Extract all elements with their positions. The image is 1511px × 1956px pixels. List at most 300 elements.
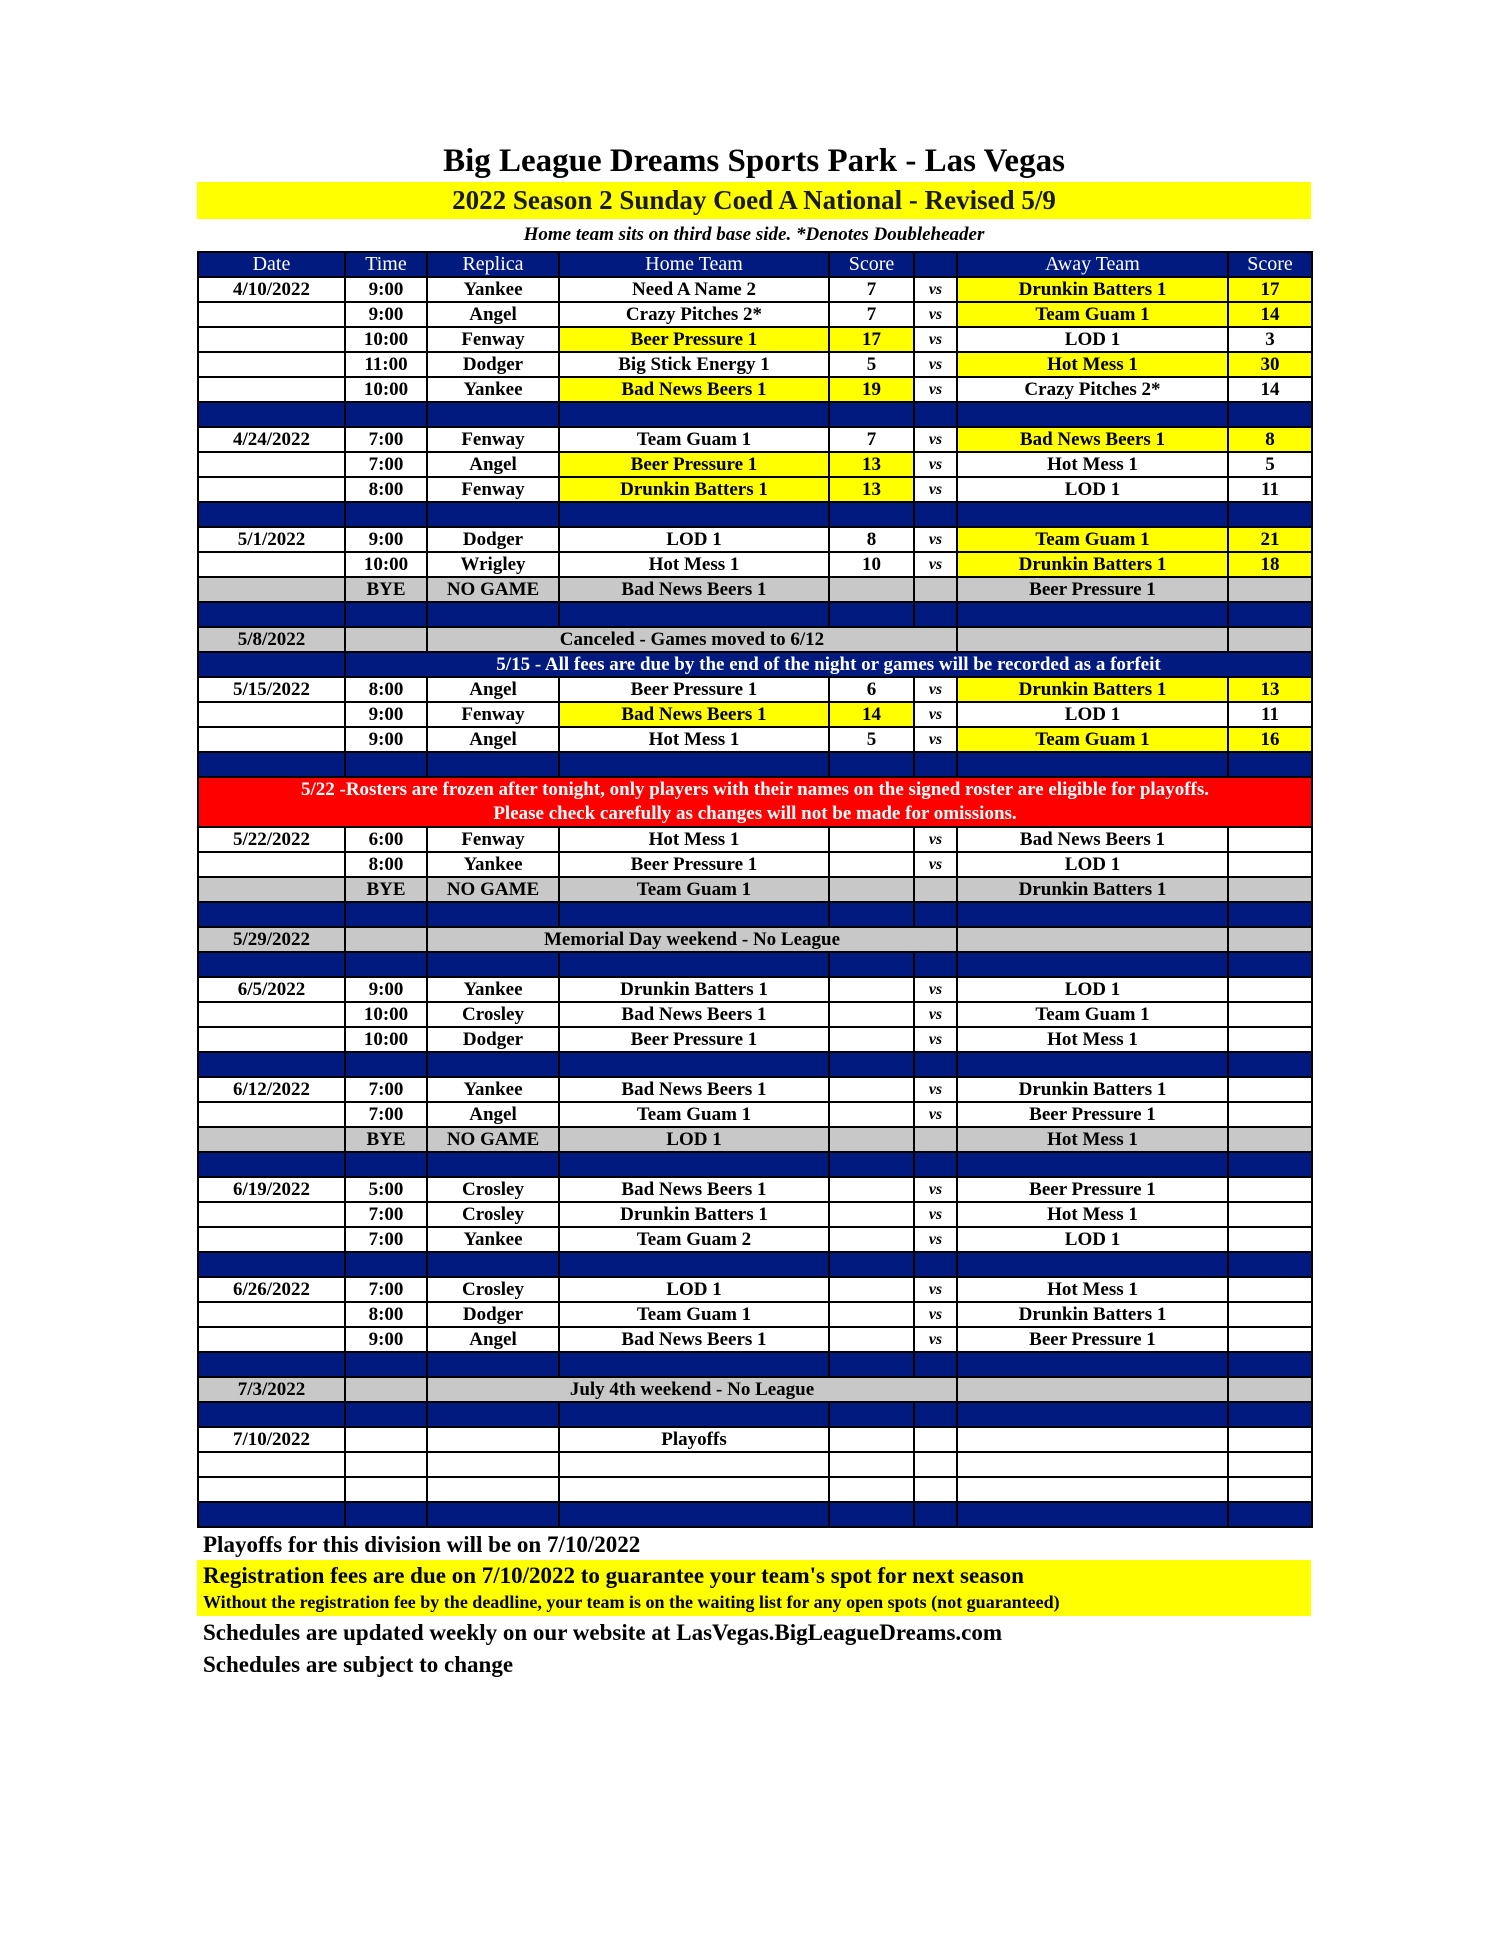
separator-cell [914, 1502, 957, 1527]
home-team-cell: Team Guam 2 [559, 1227, 829, 1252]
time-cell: BYE [345, 877, 427, 902]
home-score-cell: 6 [829, 677, 914, 702]
separator-cell [559, 502, 829, 527]
home-score-cell: 13 [829, 452, 914, 477]
date-cell: 5/15/2022 [198, 677, 345, 702]
date-cell: 5/1/2022 [198, 527, 345, 552]
separator-cell [198, 602, 345, 627]
home-team-cell: Crazy Pitches 2* [559, 302, 829, 327]
separator-cell [198, 502, 345, 527]
separator-cell [957, 402, 1228, 427]
date-cell [198, 352, 345, 377]
date-cell [198, 477, 345, 502]
home-team-cell: Team Guam 1 [559, 1102, 829, 1127]
replica-cell: Yankee [427, 1227, 559, 1252]
separator-cell [427, 1352, 559, 1377]
registration-note: Registration fees are due on 7/10/2022 to guarantee your team's spot for next season [203, 1563, 1024, 1588]
separator-cell [914, 602, 957, 627]
home-team-cell: Beer Pressure 1 [559, 677, 829, 702]
separator-row [198, 1402, 1312, 1427]
home-score-cell [829, 1202, 914, 1227]
separator-cell [829, 902, 914, 927]
separator-cell [914, 902, 957, 927]
time-cell: 7:00 [345, 1227, 427, 1252]
separator-cell [198, 952, 345, 977]
date-cell: 7/3/2022 [198, 1377, 345, 1402]
time-cell: BYE [345, 1127, 427, 1152]
home-score-cell [829, 1227, 914, 1252]
notice-row [198, 627, 1312, 652]
date-cell: 7/10/2022 [198, 1427, 345, 1452]
away-team-cell [957, 1452, 1228, 1477]
time-cell: 7:00 [345, 427, 427, 452]
separator-cell [829, 1502, 914, 1527]
game-row [198, 677, 1312, 702]
time-cell [345, 927, 427, 952]
away-score-cell: 13 [1228, 677, 1312, 702]
home-score-cell [829, 1427, 914, 1452]
time-cell: 8:00 [345, 677, 427, 702]
home-score-cell: 7 [829, 427, 914, 452]
replica-cell: Angel [427, 727, 559, 752]
date-cell [198, 1202, 345, 1227]
vs-cell: vs [914, 1002, 957, 1027]
fees-notice-row [198, 652, 1312, 677]
away-team-cell: LOD 1 [957, 977, 1228, 1002]
separator-cell [957, 902, 1228, 927]
away-team-cell: Drunkin Batters 1 [957, 277, 1228, 302]
away-team-cell: Team Guam 1 [957, 527, 1228, 552]
separator-cell [427, 402, 559, 427]
notice-text: Memorial Day weekend - No League [427, 927, 957, 952]
home-score-cell: 17 [829, 327, 914, 352]
date-cell: 5/22/2022 [198, 827, 345, 852]
separator-row [198, 1152, 1312, 1177]
date-cell [198, 852, 345, 877]
away-team-cell: LOD 1 [957, 1227, 1228, 1252]
home-score-cell [829, 1452, 914, 1477]
subject-to-change-note: Schedules are subject to change [203, 1652, 514, 1677]
away-score-cell: 18 [1228, 552, 1312, 577]
header-home-team-cell: Home Team [559, 252, 829, 277]
separator-cell [829, 1402, 914, 1427]
separator-cell [1228, 1502, 1312, 1527]
date-cell [198, 327, 345, 352]
home-team-cell: Team Guam 1 [559, 427, 829, 452]
separator-cell [345, 1502, 427, 1527]
vs-cell: vs [914, 977, 957, 1002]
home-score-cell [829, 1302, 914, 1327]
separator-cell [559, 1152, 829, 1177]
away-score-cell [1228, 1477, 1312, 1502]
date-cell [198, 452, 345, 477]
home-team-cell: Bad News Beers 1 [559, 1177, 829, 1202]
away-team-cell: Hot Mess 1 [957, 1277, 1228, 1302]
separator-cell [914, 952, 957, 977]
replica-cell [427, 1477, 559, 1502]
separator-cell [829, 1352, 914, 1377]
home-team-note: Home team sits on third base side. *Denotes Doubleheader [523, 224, 985, 245]
home-team-cell: Bad News Beers 1 [559, 1002, 829, 1027]
away-team-cell [957, 927, 1228, 952]
home-team-cell: Bad News Beers 1 [559, 1327, 829, 1352]
separator-cell [829, 502, 914, 527]
game-row [198, 702, 1312, 727]
vs-cell [914, 1477, 957, 1502]
game-row [198, 527, 1312, 552]
separator-cell [427, 502, 559, 527]
date-cell [198, 577, 345, 602]
away-team-cell: Crazy Pitches 2* [957, 377, 1228, 402]
home-score-cell: 5 [829, 352, 914, 377]
separator-row [198, 502, 1312, 527]
game-row [198, 452, 1312, 477]
vs-cell: vs [914, 827, 957, 852]
away-score-cell [1228, 927, 1312, 952]
away-team-cell: Drunkin Batters 1 [957, 877, 1228, 902]
separator-cell [1228, 1252, 1312, 1277]
away-score-cell: 14 [1228, 377, 1312, 402]
header-away-score-cell: Score [1228, 252, 1312, 277]
away-score-cell: 8 [1228, 427, 1312, 452]
away-score-cell [1228, 1102, 1312, 1127]
date-cell [198, 652, 345, 677]
separator-cell [559, 1402, 829, 1427]
time-cell [345, 1427, 427, 1452]
home-team-cell: Bad News Beers 1 [559, 702, 829, 727]
away-score-cell [1228, 1202, 1312, 1227]
away-team-cell: LOD 1 [957, 477, 1228, 502]
time-cell: 9:00 [345, 727, 427, 752]
home-score-cell [829, 577, 914, 602]
separator-cell [1228, 952, 1312, 977]
separator-cell [345, 502, 427, 527]
time-cell: 10:00 [345, 377, 427, 402]
date-cell [198, 877, 345, 902]
home-team-cell: Drunkin Batters 1 [559, 477, 829, 502]
game-row [198, 1077, 1312, 1102]
game-row [198, 1327, 1312, 1352]
separator-cell [345, 1152, 427, 1177]
separator-cell [345, 752, 427, 777]
home-score-cell [829, 827, 914, 852]
separator-cell [829, 752, 914, 777]
separator-row [198, 602, 1312, 627]
separator-cell [829, 1052, 914, 1077]
separator-cell [914, 402, 957, 427]
playoffs-note: Playoffs for this division will be on 7/10/2022 [203, 1532, 641, 1557]
time-cell: 9:00 [345, 527, 427, 552]
separator-cell [559, 1252, 829, 1277]
game-row [198, 327, 1312, 352]
separator-cell [427, 752, 559, 777]
waiting-list-note: Without the registration fee by the deadline, your team is on the waiting list for any open spots (not guaranteed) [203, 1592, 1060, 1612]
replica-cell: Yankee [427, 377, 559, 402]
away-team-cell: Drunkin Batters 1 [957, 1302, 1228, 1327]
home-score-cell: 7 [829, 277, 914, 302]
date-cell [198, 1027, 345, 1052]
time-cell: 10:00 [345, 1002, 427, 1027]
separator-cell [1228, 1152, 1312, 1177]
replica-cell: Crosley [427, 1277, 559, 1302]
roster-notice-line-1: 5/22 -Rosters are frozen after tonight, only players with their names on the signed roster are eligible for playoffs. [300, 779, 1210, 800]
separator-cell [427, 1052, 559, 1077]
away-score-cell [1228, 627, 1312, 652]
away-team-cell: Hot Mess 1 [957, 452, 1228, 477]
away-score-cell [1228, 977, 1312, 1002]
separator-cell [957, 602, 1228, 627]
separator-cell [914, 1152, 957, 1177]
date-cell: 4/24/2022 [198, 427, 345, 452]
game-row [198, 1202, 1312, 1227]
away-score-cell: 11 [1228, 477, 1312, 502]
date-cell: 5/29/2022 [198, 927, 345, 952]
replica-cell: Yankee [427, 977, 559, 1002]
separator-cell [829, 402, 914, 427]
date-cell: 6/12/2022 [198, 1077, 345, 1102]
game-row [198, 352, 1312, 377]
vs-cell [914, 877, 957, 902]
separator-cell [559, 1352, 829, 1377]
vs-cell: vs [914, 1227, 957, 1252]
home-team-cell: Bad News Beers 1 [559, 1077, 829, 1102]
time-cell: 11:00 [345, 352, 427, 377]
home-score-cell [829, 1177, 914, 1202]
separator-cell [957, 1052, 1228, 1077]
separator-cell [957, 1152, 1228, 1177]
vs-cell: vs [914, 1102, 957, 1127]
away-score-cell: 3 [1228, 327, 1312, 352]
away-team-cell: Bad News Beers 1 [957, 827, 1228, 852]
separator-cell [198, 902, 345, 927]
vs-cell [914, 1127, 957, 1152]
bye-row [198, 577, 1312, 602]
vs-cell: vs [914, 1027, 957, 1052]
home-score-cell: 14 [829, 702, 914, 727]
home-score-cell: 19 [829, 377, 914, 402]
website-note: Schedules are updated weekly on our website at LasVegas.BigLeagueDreams.com [203, 1620, 1003, 1645]
replica-cell [427, 1427, 559, 1452]
replica-cell: Crosley [427, 1177, 559, 1202]
game-row [198, 852, 1312, 877]
replica-cell: Fenway [427, 327, 559, 352]
separator-cell [957, 952, 1228, 977]
away-score-cell: 14 [1228, 302, 1312, 327]
home-team-cell: Hot Mess 1 [559, 727, 829, 752]
date-cell [198, 1452, 345, 1477]
home-score-cell [829, 877, 914, 902]
away-team-cell: Team Guam 1 [957, 302, 1228, 327]
time-cell: 7:00 [345, 1202, 427, 1227]
away-team-cell: Hot Mess 1 [957, 1202, 1228, 1227]
separator-cell [198, 1052, 345, 1077]
separator-cell [427, 902, 559, 927]
separator-row [198, 1052, 1312, 1077]
vs-cell: vs [914, 452, 957, 477]
separator-cell [1228, 502, 1312, 527]
date-cell [198, 1002, 345, 1027]
date-cell: 6/5/2022 [198, 977, 345, 1002]
home-team-cell: Beer Pressure 1 [559, 452, 829, 477]
time-cell: BYE [345, 577, 427, 602]
separator-cell [427, 1152, 559, 1177]
time-cell: 8:00 [345, 852, 427, 877]
game-row [198, 552, 1312, 577]
separator-cell [559, 902, 829, 927]
vs-cell: vs [914, 377, 957, 402]
bye-row [198, 1127, 1312, 1152]
game-row [198, 1002, 1312, 1027]
separator-cell [1228, 1052, 1312, 1077]
separator-cell [957, 752, 1228, 777]
away-score-cell [1228, 1427, 1312, 1452]
separator-cell [957, 1402, 1228, 1427]
separator-row [198, 902, 1312, 927]
replica-cell: Dodger [427, 1302, 559, 1327]
time-cell: 9:00 [345, 977, 427, 1002]
vs-cell: vs [914, 327, 957, 352]
time-cell: 5:00 [345, 1177, 427, 1202]
date-cell [198, 1127, 345, 1152]
home-score-cell [829, 1077, 914, 1102]
separator-cell [427, 952, 559, 977]
vs-cell: vs [914, 1302, 957, 1327]
separator-cell [427, 1502, 559, 1527]
away-score-cell: 11 [1228, 702, 1312, 727]
away-team-cell: Hot Mess 1 [957, 352, 1228, 377]
away-score-cell [1228, 1227, 1312, 1252]
away-score-cell [1228, 1452, 1312, 1477]
vs-cell: vs [914, 677, 957, 702]
replica-cell: Angel [427, 452, 559, 477]
away-score-cell [1228, 827, 1312, 852]
home-score-cell [829, 977, 914, 1002]
separator-cell [559, 1052, 829, 1077]
home-team-cell: Bad News Beers 1 [559, 577, 829, 602]
game-row [198, 977, 1312, 1002]
home-team-cell: Hot Mess 1 [559, 827, 829, 852]
replica-cell: Dodger [427, 352, 559, 377]
separator-cell [1228, 902, 1312, 927]
away-score-cell [1228, 1177, 1312, 1202]
bye-row [198, 877, 1312, 902]
time-cell [345, 1452, 427, 1477]
header-vs-cell [914, 252, 957, 277]
away-team-cell: Bad News Beers 1 [957, 427, 1228, 452]
schedule-page [197, 140, 1311, 1680]
separator-cell [427, 1402, 559, 1427]
separator-cell [914, 1402, 957, 1427]
away-team-cell: Beer Pressure 1 [957, 1327, 1228, 1352]
notice-text: Canceled - Games moved to 6/12 [427, 627, 957, 652]
vs-cell: vs [914, 1202, 957, 1227]
away-team-cell: Drunkin Batters 1 [957, 552, 1228, 577]
date-cell: 6/26/2022 [198, 1277, 345, 1302]
registration-box [197, 1560, 1311, 1616]
away-score-cell: 17 [1228, 277, 1312, 302]
home-team-cell: Big Stick Energy 1 [559, 352, 829, 377]
replica-cell: Dodger [427, 1027, 559, 1052]
separator-cell [198, 402, 345, 427]
home-team-cell: Team Guam 1 [559, 1302, 829, 1327]
separator-cell [345, 1402, 427, 1427]
away-team-cell: Beer Pressure 1 [957, 1102, 1228, 1127]
away-team-cell: LOD 1 [957, 852, 1228, 877]
date-cell [198, 727, 345, 752]
schedule-table [197, 251, 1313, 1528]
away-score-cell [1228, 1302, 1312, 1327]
away-score-cell [1228, 1277, 1312, 1302]
vs-cell: vs [914, 552, 957, 577]
away-team-cell [957, 627, 1228, 652]
replica-cell: Angel [427, 677, 559, 702]
replica-cell: Angel [427, 1102, 559, 1127]
home-team-cell [559, 1477, 829, 1502]
time-cell: 10:00 [345, 552, 427, 577]
separator-cell [1228, 1402, 1312, 1427]
game-row [198, 1302, 1312, 1327]
vs-cell: vs [914, 1327, 957, 1352]
separator-cell [345, 1252, 427, 1277]
time-cell: 8:00 [345, 477, 427, 502]
game-row [198, 477, 1312, 502]
vs-cell: vs [914, 527, 957, 552]
game-row [198, 1102, 1312, 1127]
separator-cell [957, 1502, 1228, 1527]
separator-cell [957, 1252, 1228, 1277]
vs-cell: vs [914, 1277, 957, 1302]
roster-notice-cell [198, 777, 1312, 827]
vs-cell: vs [914, 277, 957, 302]
time-cell: 10:00 [345, 1027, 427, 1052]
notice-row [198, 1377, 1312, 1402]
date-cell [198, 1102, 345, 1127]
vs-cell: vs [914, 727, 957, 752]
vs-cell [914, 1452, 957, 1477]
separator-cell [829, 1252, 914, 1277]
game-row [198, 727, 1312, 752]
time-cell: 10:00 [345, 327, 427, 352]
header-replica-cell: Replica [427, 252, 559, 277]
time-cell: 9:00 [345, 1327, 427, 1352]
game-row [198, 277, 1312, 302]
time-cell: 7:00 [345, 452, 427, 477]
time-cell: 7:00 [345, 1277, 427, 1302]
home-score-cell: 13 [829, 477, 914, 502]
home-score-cell [829, 1002, 914, 1027]
replica-cell: Wrigley [427, 552, 559, 577]
home-team-cell: Playoffs [559, 1427, 829, 1452]
away-team-cell: Beer Pressure 1 [957, 577, 1228, 602]
time-cell: 7:00 [345, 1102, 427, 1127]
replica-cell: NO GAME [427, 577, 559, 602]
separator-cell [957, 1352, 1228, 1377]
separator-cell [1228, 602, 1312, 627]
date-cell: 4/10/2022 [198, 277, 345, 302]
vs-cell [914, 1427, 957, 1452]
away-score-cell [1228, 1002, 1312, 1027]
away-score-cell [1228, 1327, 1312, 1352]
separator-row [198, 1502, 1312, 1527]
home-team-cell: Hot Mess 1 [559, 552, 829, 577]
replica-cell: Crosley [427, 1002, 559, 1027]
date-cell [198, 377, 345, 402]
separator-cell [345, 602, 427, 627]
away-team-cell: Hot Mess 1 [957, 1127, 1228, 1152]
home-team-cell: Team Guam 1 [559, 877, 829, 902]
separator-cell [345, 952, 427, 977]
home-score-cell [829, 852, 914, 877]
